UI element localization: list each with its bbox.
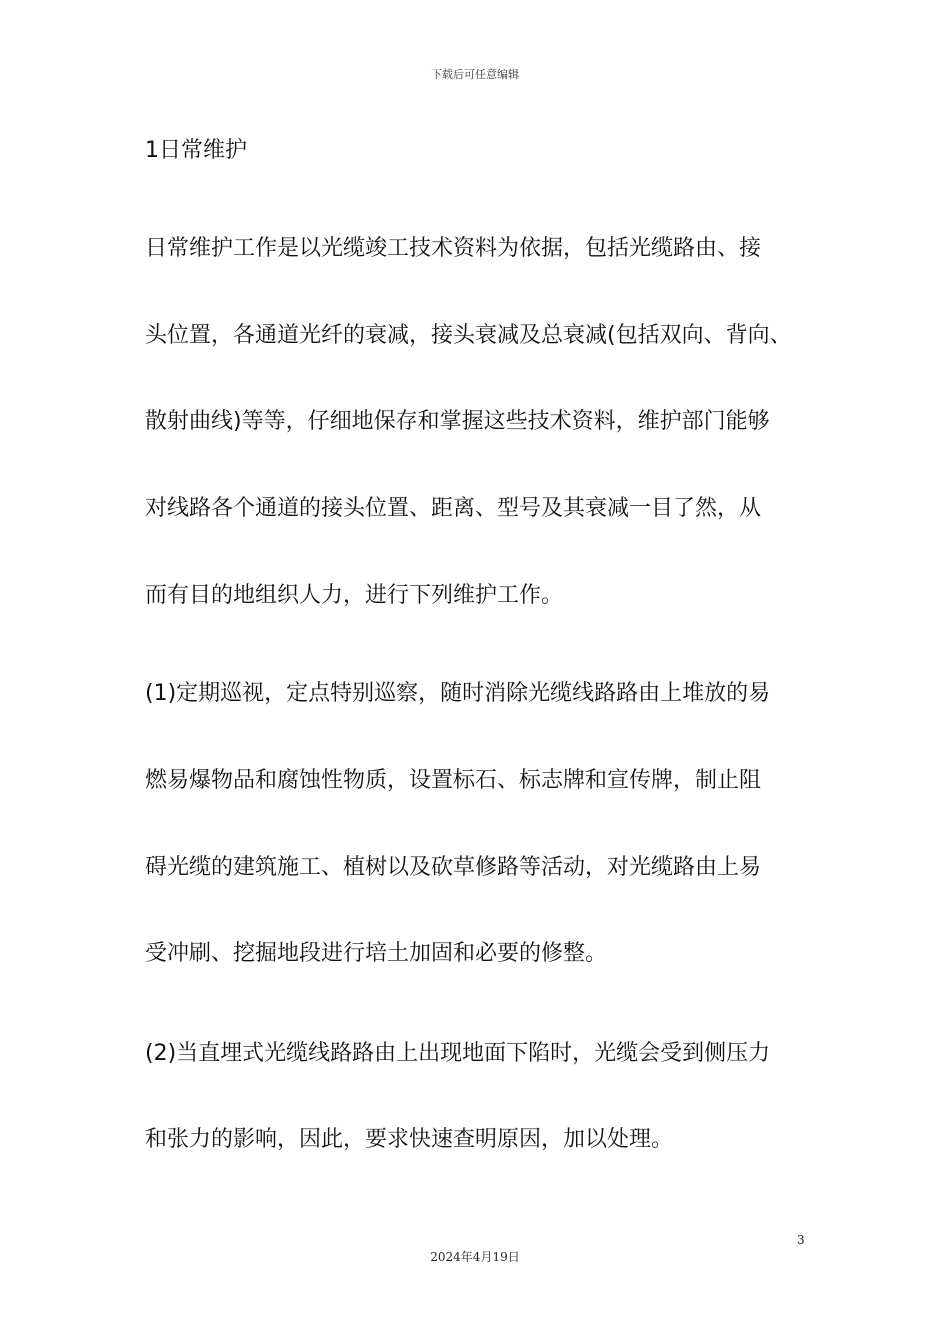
body-line-4: 对线路各个通道的接头位置、距离、型号及其衰减一目了然，从: [145, 496, 762, 521]
body-line-5: 而有目的地组织人力，进行下列维护工作。: [145, 583, 564, 608]
page-header: 下载后可任意编辑: [431, 68, 519, 81]
body-line-8: 碍光缆的建筑施工、植树以及砍草修路等活动，对光缆路由上易: [145, 855, 762, 880]
body-line-6: (1)定期巡视，定点特别巡察，随时消除光缆线路路由上堆放的易: [145, 681, 771, 706]
body-line-7: 燃易爆物品和腐蚀性物质，设置标石、标志牌和宣传牌，制止阻: [145, 768, 762, 793]
body-line-1: 日常维护工作是以光缆竣工技术资料为依据，包括光缆路由、接: [145, 236, 762, 261]
page-number: 3: [797, 1233, 805, 1247]
body-line-11: 和张力的影响，因此，要求快速查明原因，加以处理。: [145, 1127, 674, 1152]
body-line-3: 散射曲线)等等，仔细地保存和掌握这些技术资料，维护部门能够: [145, 409, 770, 434]
body-line-9: 受冲刷、挖掘地段进行培土加固和必要的修整。: [145, 941, 608, 966]
section-heading: 1日常维护: [145, 138, 247, 163]
body-line-10: (2)当直埋式光缆线路路由上出现地面下陷时，光缆会受到侧压力: [145, 1041, 771, 1066]
footer-date: 2024年4月19日: [430, 1250, 520, 1264]
body-line-2: 头位置，各通道光纤的衰减，接头衰减及总衰减(包括双向、背向、: [145, 323, 792, 348]
